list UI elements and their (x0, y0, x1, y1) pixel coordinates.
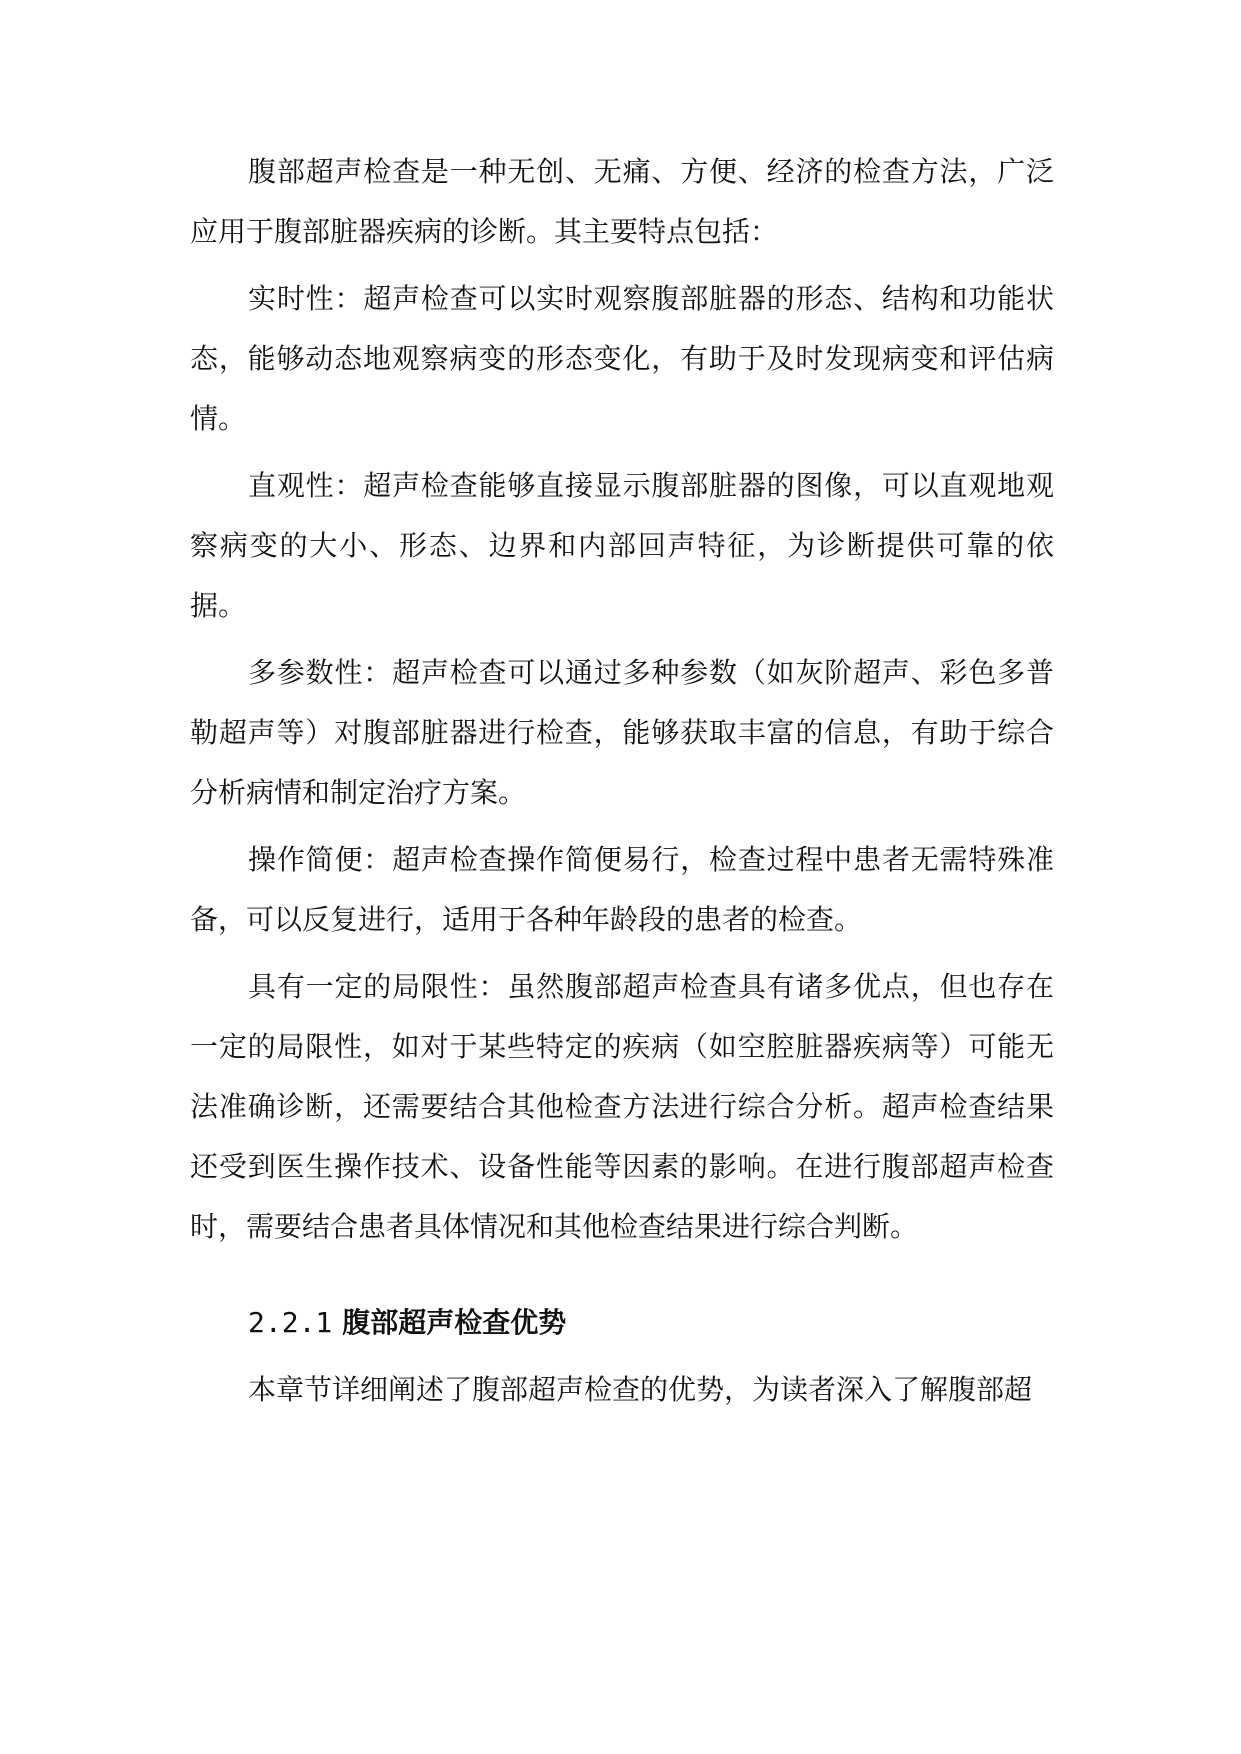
intuitive-paragraph: 直观性：超声检查能够直接显示腹部脏器的图像，可以直观地观察病变的大小、形态、边界和内部回声特征，为诊断提供可靠的依据。 (190, 469, 1054, 622)
document-body (190, 142, 1054, 1427)
section-number: 2.2.1 (248, 1306, 333, 1339)
multiparameter-paragraph: 多参数性：超声检查可以通过多种参数（如灰阶超声、彩色多普勒超声等）对腹部脏器进行检查，能够获取丰富的信息，有助于综合分析病情和制定治疗方案。 (190, 656, 1054, 809)
intro-paragraph: 腹部超声检查是一种无创、无痛、方便、经济的检查方法，广泛应用于腹部脏器疾病的诊断。其主要特点包括： (190, 155, 1054, 248)
section-heading (190, 1293, 1054, 1353)
section-title: 腹部超声检查优势 (342, 1306, 567, 1339)
limitations-paragraph: 具有一定的局限性：虽然腹部超声检查具有诸多优点，但也存在一定的局限性，如对于某些特定的疾病（如空腔脏器疾病等）可能无法准确诊断，还需要结合其他检查方法进行综合分析。超声检查结果还受到医生操作技术、设备性能等因素的影响。在进行腹部超声检查时，需要结合患者具体情况和其他检查结果进行综合判断。 (190, 970, 1054, 1243)
ease-of-use-paragraph: 操作简便：超声检查操作简便易行，检查过程中患者无需特殊准备，可以反复进行，适用于各种年龄段的患者的检查。 (190, 843, 1054, 936)
realtime-paragraph: 实时性：超声检查可以实时观察腹部脏器的形态、结构和功能状态，能够动态地观察病变的形态变化，有助于及时发现病变和评估病情。 (190, 282, 1054, 435)
closing-paragraph: 本章节详细阐述了腹部超声检查的优势，为读者深入了解腹部超 (248, 1373, 1033, 1406)
